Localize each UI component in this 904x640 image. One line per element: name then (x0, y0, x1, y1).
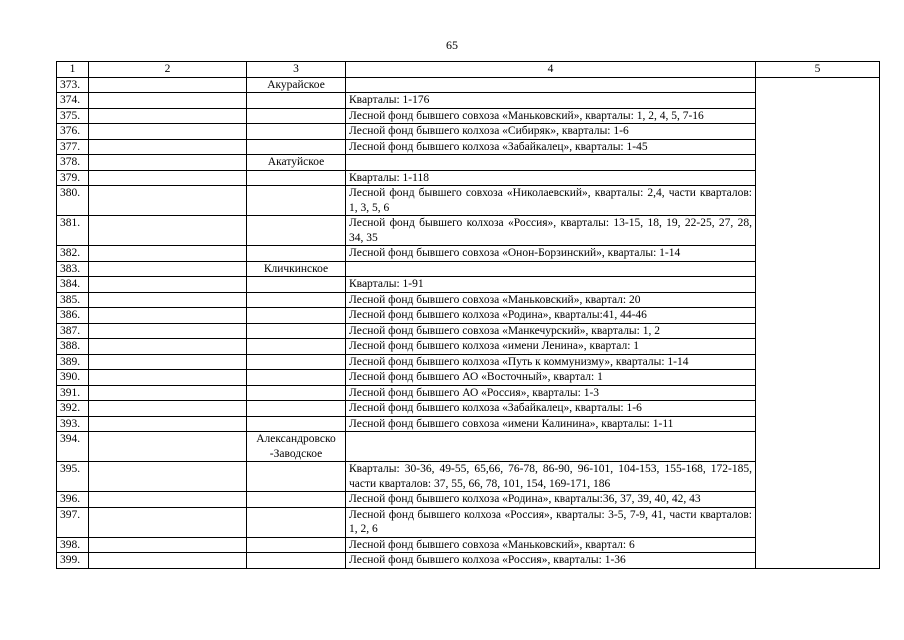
row-number-cell: 382. (57, 246, 89, 262)
col2-cell (89, 261, 247, 277)
district-cell (247, 323, 346, 339)
district-cell (247, 170, 346, 186)
header-col-2: 2 (89, 62, 247, 78)
quarters-cell: Кварталы: 1-176 (346, 93, 756, 109)
col2-cell (89, 492, 247, 508)
quarters-cell: Лесной фонд бывшего АО «Восточный», квартал: 1 (346, 370, 756, 386)
quarters-cell: Кварталы: 1-91 (346, 277, 756, 293)
district-cell (247, 553, 346, 569)
quarters-cell: Лесной фонд бывшего колхоза «Родина», кварталы:36, 37, 39, 40, 42, 43 (346, 492, 756, 508)
row-number-cell: 381. (57, 216, 89, 246)
quarters-cell: Лесной фонд бывшего колхоза «Россия», кварталы: 3-5, 7-9, 41, части кварталов: 1, 2, 6 (346, 507, 756, 537)
district-cell (247, 537, 346, 553)
row-number-cell: 384. (57, 277, 89, 293)
district-cell (247, 507, 346, 537)
quarters-cell: Лесной фонд бывшего совхоза «Николаевский», кварталы: 2,4, части кварталов: 1, 3, 5, 6 (346, 186, 756, 216)
col2-cell (89, 462, 247, 492)
row-number-cell: 385. (57, 292, 89, 308)
district-cell (247, 277, 346, 293)
district-cell (247, 292, 346, 308)
district-cell (247, 385, 346, 401)
row-number-cell: 388. (57, 339, 89, 355)
col2-cell (89, 155, 247, 171)
quarters-cell: Кварталы: 1-118 (346, 170, 756, 186)
col2-cell (89, 339, 247, 355)
district-cell (247, 308, 346, 324)
row-number-cell: 391. (57, 385, 89, 401)
col2-cell (89, 292, 247, 308)
quarters-cell: Лесной фонд бывшего совхоза «Маньковский», квартал: 6 (346, 537, 756, 553)
row-number-cell: 389. (57, 354, 89, 370)
header-col-4: 4 (346, 62, 756, 78)
district-cell (247, 401, 346, 417)
row-number-cell: 378. (57, 155, 89, 171)
quarters-cell: Лесной фонд бывшего совхоза «Манкечурский», кварталы: 1, 2 (346, 323, 756, 339)
district-cell (247, 93, 346, 109)
district-cell (247, 246, 346, 262)
row-number-cell: 375. (57, 108, 89, 124)
row-number-cell: 394. (57, 432, 89, 462)
district-cell (247, 186, 346, 216)
header-col-3: 3 (247, 62, 346, 78)
col2-cell (89, 170, 247, 186)
col2-cell (89, 246, 247, 262)
col2-cell (89, 553, 247, 569)
quarters-cell: Лесной фонд бывшего колхоза «Россия», кварталы: 13-15, 18, 19, 22-25, 27, 28, 34, 35 (346, 216, 756, 246)
col2-cell (89, 385, 247, 401)
quarters-cell: Лесной фонд бывшего колхоза «Родина», кварталы:41, 44-46 (346, 308, 756, 324)
row-number-cell: 397. (57, 507, 89, 537)
row-number-cell: 395. (57, 462, 89, 492)
col2-cell (89, 139, 247, 155)
quarters-cell: Лесной фонд бывшего колхоза «Путь к коммунизму», кварталы: 1-14 (346, 354, 756, 370)
col5-cell (756, 77, 880, 568)
district-cell: Акурайское (247, 77, 346, 93)
col2-cell (89, 308, 247, 324)
district-cell (247, 139, 346, 155)
col2-cell (89, 108, 247, 124)
row-number-cell: 393. (57, 416, 89, 432)
district-cell (247, 462, 346, 492)
table-row (57, 77, 880, 93)
quarters-cell: Лесной фонд бывшего колхоза «Забайкалец», кварталы: 1-6 (346, 401, 756, 417)
quarters-cell (346, 77, 756, 93)
row-number-cell: 399. (57, 553, 89, 569)
row-number-cell: 390. (57, 370, 89, 386)
quarters-cell: Лесной фонд бывшего совхоза «Онон-Борзинский», кварталы: 1-14 (346, 246, 756, 262)
row-number-cell: 387. (57, 323, 89, 339)
quarters-cell: Лесной фонд бывшего колхоза «Сибиряк», кварталы: 1-6 (346, 124, 756, 140)
district-cell (247, 354, 346, 370)
district-cell: Александровско -Заводское (247, 432, 346, 462)
district-cell (247, 108, 346, 124)
quarters-cell (346, 432, 756, 462)
row-number-cell: 380. (57, 186, 89, 216)
row-number-cell: 377. (57, 139, 89, 155)
row-number-cell: 383. (57, 261, 89, 277)
row-number-cell: 396. (57, 492, 89, 508)
col2-cell (89, 432, 247, 462)
quarters-cell: Лесной фонд бывшего совхоза «Маньковский», квартал: 20 (346, 292, 756, 308)
col2-cell (89, 370, 247, 386)
quarters-cell: Лесной фонд бывшего совхоза «Маньковский», кварталы: 1, 2, 4, 5, 7-16 (346, 108, 756, 124)
quarters-cell: Лесной фонд бывшего АО «Россия», кварталы: 1-3 (346, 385, 756, 401)
district-cell (247, 216, 346, 246)
col2-cell (89, 186, 247, 216)
quarters-cell (346, 261, 756, 277)
col2-cell (89, 277, 247, 293)
district-cell: Кличкинское (247, 261, 346, 277)
col2-cell (89, 401, 247, 417)
forest-quarters-table (56, 61, 880, 569)
quarters-cell: Лесной фонд бывшего колхоза «имени Ленина», квартал: 1 (346, 339, 756, 355)
district-cell (247, 124, 346, 140)
row-number-cell: 386. (57, 308, 89, 324)
quarters-cell: Лесной фонд бывшего колхоза «Забайкалец», кварталы: 1-45 (346, 139, 756, 155)
row-number-cell: 379. (57, 170, 89, 186)
col2-cell (89, 537, 247, 553)
col2-cell (89, 354, 247, 370)
header-col-5: 5 (756, 62, 880, 78)
quarters-cell (346, 155, 756, 171)
district-cell (247, 492, 346, 508)
row-number-cell: 373. (57, 77, 89, 93)
col2-cell (89, 416, 247, 432)
quarters-cell: Кварталы: 30-36, 49-55, 65,66, 76-78, 86-90, 96-101, 104-153, 155-168, 172-185, части кварталов: 37, 55, 66, 78, 101, 154, 169-171, 186 (346, 462, 756, 492)
district-cell (247, 339, 346, 355)
district-cell (247, 416, 346, 432)
col2-cell (89, 507, 247, 537)
col2-cell (89, 77, 247, 93)
row-number-cell: 376. (57, 124, 89, 140)
table-body (57, 77, 880, 568)
row-number-cell: 392. (57, 401, 89, 417)
header-col-1: 1 (57, 62, 89, 78)
row-number-cell: 398. (57, 537, 89, 553)
col2-cell (89, 216, 247, 246)
district-cell (247, 370, 346, 386)
col2-cell (89, 323, 247, 339)
row-number-cell: 374. (57, 93, 89, 109)
table-header-row (57, 62, 880, 78)
quarters-cell: Лесной фонд бывшего колхоза «Россия», кварталы: 1-36 (346, 553, 756, 569)
col2-cell (89, 124, 247, 140)
district-cell: Акатуйское (247, 155, 346, 171)
quarters-cell: Лесной фонд бывшего совхоза «имени Калинина», кварталы: 1-11 (346, 416, 756, 432)
col2-cell (89, 93, 247, 109)
page-number: 65 (446, 38, 458, 52)
